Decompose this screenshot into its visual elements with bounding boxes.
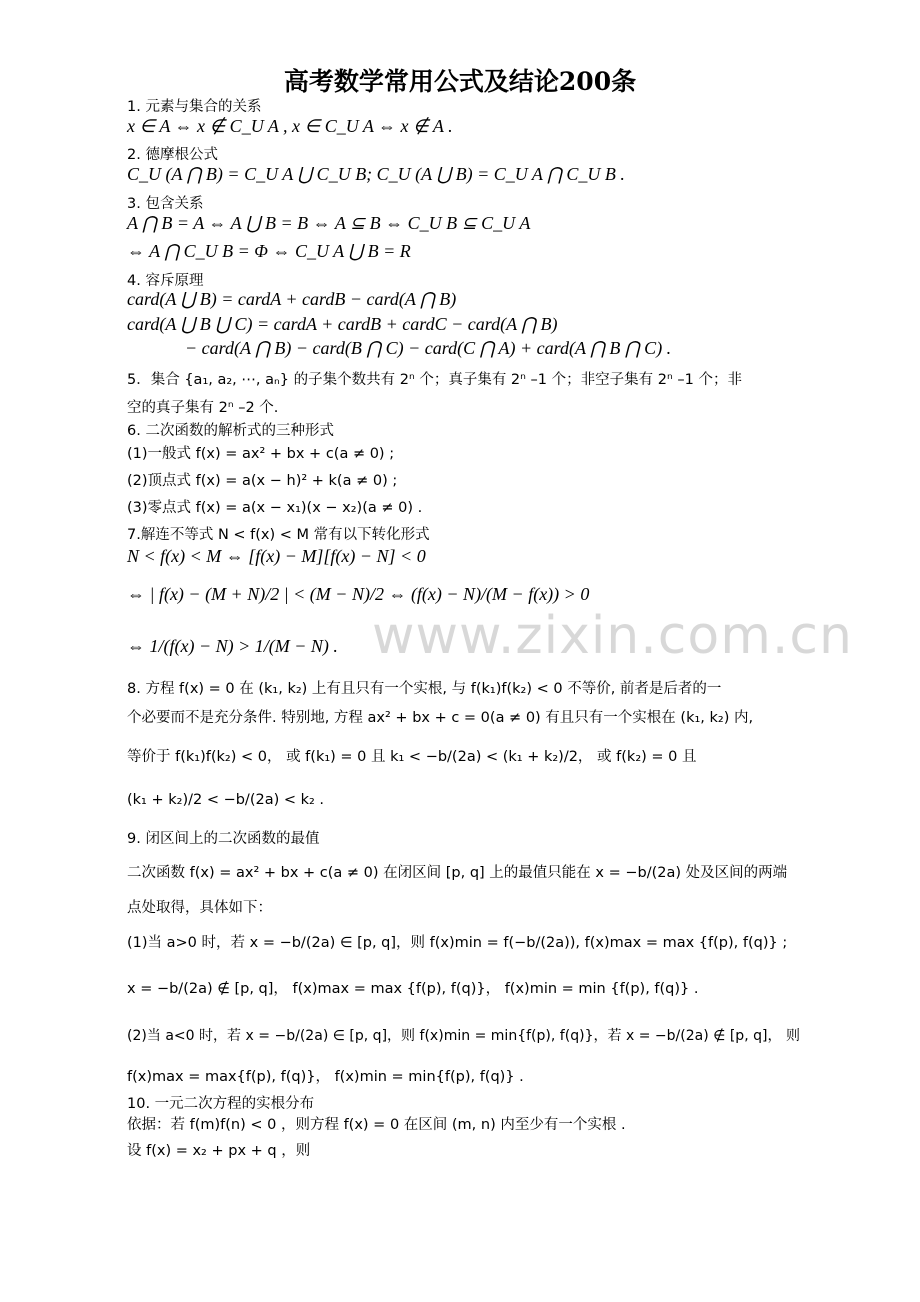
section-7-heading: 7.解连不等式 N < f(x) < M 常有以下转化形式: [127, 527, 430, 543]
section-8-line-4: (k₁ + k₂)/2 < −b/(2a) < k₂ .: [127, 792, 325, 808]
page-title: 高考数学常用公式及结论200条: [283, 67, 637, 96]
section-8-line-1: 8. 方程 f(x) = 0 在 (k₁, k₂) 上有且只有一个实根, 与 f(k₁)f(k₂) < 0 不等价, 前者是后者的一: [127, 681, 722, 697]
section-1-formula: x ∈ A ⇔ x ∉ C_U A , x ∈ C_U A ⇔ x ∉ A .: [127, 116, 453, 136]
section-6-formula-3: (3)零点式 f(x) = a(x − x₁)(x − x₂)(a ≠ 0) .: [127, 500, 423, 516]
section-7-formula-3: ⇔ 1/(f(x) − N) > 1/(M − N) .: [127, 636, 338, 656]
section-8-line-3: 等价于 f(k₁)f(k₂) < 0， 或 f(k₁) = 0 且 k₁ < −b/(2a) < (k₁ + k₂)/2， 或 f(k₂) = 0 且: [127, 749, 697, 765]
section-3-formula-1: A ⋂ B = A ⇔ A ⋃ B = B ⇔ A ⊆ B ⇔ C_U B ⊆ C_U A: [127, 213, 531, 233]
section-2-heading: 2. 德摩根公式: [127, 147, 218, 163]
section-5-line-2: 空的真子集有 2ⁿ –2 个.: [127, 400, 279, 416]
section-6-formula-2: (2)顶点式 f(x) = a(x − h)² + k(a ≠ 0) ;: [127, 473, 398, 489]
section-10-heading: 10. 一元二次方程的实根分布: [127, 1096, 315, 1112]
section-4-formula-1: card(A ⋃ B) = cardA + cardB − card(A ⋂ B): [127, 289, 457, 309]
section-10-line-2: 设 f(x) = x₂ + px + q ，则: [127, 1143, 311, 1159]
section-1-heading: 1. 元素与集合的关系: [127, 99, 262, 115]
section-7-formula-2: ⇔ | f(x) − (M + N)/2 | < (M − N)/2 ⇔ (f(x) − N)/(M − f(x)) > 0: [127, 584, 590, 604]
section-5-line-1: 5．集合 {a₁, a₂, ⋯, aₙ} 的子集个数共有 2ⁿ 个；真子集有 2ⁿ –1 个；非空子集有 2ⁿ –1 个；非: [127, 372, 742, 388]
section-9-heading: 9. 闭区间上的二次函数的最值: [127, 831, 320, 847]
section-3-formula-2: ⇔ A ⋂ C_U B = Φ ⇔ C_U A ⋃ B = R: [127, 241, 411, 261]
section-2-formula: C_U (A ⋂ B) = C_U A ⋃ C_U B; C_U (A ⋃ B) = C_U A ⋂ C_U B .: [127, 164, 625, 184]
section-4-formula-2: card(A ⋃ B ⋃ C) = cardA + cardB + cardC − card(A ⋂ B): [127, 314, 558, 334]
section-9-line-4: x = −b/(2a) ∉ [p, q]， f(x)max = max {f(p), f(q)}， f(x)min = min {f(p), f(q)} .: [127, 981, 699, 997]
section-9-line-1: 二次函数 f(x) = ax² + bx + c(a ≠ 0) 在闭区间 [p, q] 上的最值只能在 x = −b/(2a) 处及区间的两端: [127, 865, 788, 881]
section-3-heading: 3. 包含关系: [127, 196, 204, 212]
section-9-line-3: (1)当 a>0 时，若 x = −b/(2a) ∈ [p, q]，则 f(x)min = f(−b/(2a)), f(x)max = max {f(p), f(q)} ;: [127, 935, 788, 951]
section-7-formula-1: N < f(x) < M ⇔ [f(x) − M][f(x) − N] < 0: [127, 546, 426, 566]
section-8-line-2: 个必要而不是充分条件. 特别地, 方程 ax² + bx + c = 0(a ≠ 0) 有且只有一个实根在 (k₁, k₂) 内,: [127, 710, 754, 726]
section-4-formula-3: − card(A ⋂ B) − card(B ⋂ C) − card(C ⋂ A) + card(A ⋂ B ⋂ C) .: [185, 338, 672, 358]
section-9-line-5: (2)当 a<0 时，若 x = −b/(2a) ∈ [p, q]，则 f(x)min = min{f(p), f(q)}，若 x = −b/(2a) ∉ [p, q]， 则: [127, 1028, 800, 1044]
watermark: www.zixin.com.cn: [372, 606, 853, 666]
section-10-line-1: 依据：若 f(m)f(n) < 0 ，则方程 f(x) = 0 在区间 (m, n) 内至少有一个实根 .: [127, 1117, 626, 1133]
section-6-formula-1: (1)一般式 f(x) = ax² + bx + c(a ≠ 0) ;: [127, 446, 395, 462]
section-6-heading: 6. 二次函数的解析式的三种形式: [127, 423, 334, 439]
section-9-line-6: f(x)max = max{f(p), f(q)}， f(x)min = min{f(p), f(q)} .: [127, 1069, 524, 1085]
section-4-heading: 4. 容斥原理: [127, 273, 204, 289]
section-9-line-2: 点处取得，具体如下：: [127, 900, 272, 916]
